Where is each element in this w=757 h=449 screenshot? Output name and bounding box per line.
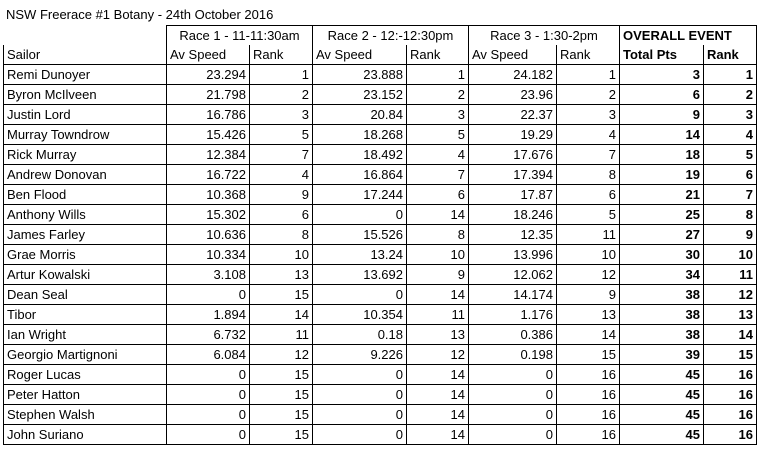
sheet-title: NSW Freerace #1 Botany - 24th October 2016 — [6, 7, 274, 22]
table-cell: 45 — [620, 425, 704, 445]
table-cell: 3 — [250, 105, 313, 125]
sailor-name-cell: Peter Hatton — [4, 385, 167, 405]
sailor-name-cell: Artur Kowalski — [4, 265, 167, 285]
table-cell: 10 — [250, 245, 313, 265]
table-cell: 17.87 — [469, 185, 557, 205]
table-cell: 3 — [620, 65, 704, 85]
table-cell: 12 — [407, 345, 469, 365]
table-row — [4, 185, 757, 205]
table-cell: 16.786 — [167, 105, 250, 125]
table-row — [4, 145, 757, 165]
column-header: Rank — [557, 45, 620, 65]
table-cell: 0 — [167, 385, 250, 405]
table-cell: 24.182 — [469, 65, 557, 85]
table-cell: 17.244 — [313, 185, 407, 205]
table-cell: 16 — [557, 405, 620, 425]
table-cell: 7 — [250, 145, 313, 165]
table-cell: 14 — [407, 405, 469, 425]
table-cell: 38 — [620, 305, 704, 325]
table-cell: 13 — [557, 305, 620, 325]
table-cell: 10 — [704, 245, 757, 265]
sailor-name-cell: Rick Murray — [4, 145, 167, 165]
table-cell: 5 — [557, 205, 620, 225]
column-header: Rank — [407, 45, 469, 65]
table-cell: 30 — [620, 245, 704, 265]
table-cell: 8 — [704, 205, 757, 225]
table-cell: 20.84 — [313, 105, 407, 125]
table-cell: 0 — [313, 365, 407, 385]
sailor-name-cell: Tibor — [4, 305, 167, 325]
table-cell: 25 — [620, 205, 704, 225]
table-cell: 16 — [557, 385, 620, 405]
table-cell: 19 — [620, 165, 704, 185]
table-cell: 18 — [620, 145, 704, 165]
table-cell: 12 — [557, 265, 620, 285]
column-header: Rank — [704, 45, 757, 65]
column-header: Av Speed — [313, 45, 407, 65]
column-header: Total Pts — [620, 45, 704, 65]
table-cell: 1 — [250, 65, 313, 85]
column-header: Sailor — [4, 45, 167, 65]
table-cell: 13.996 — [469, 245, 557, 265]
table-cell: 15.426 — [167, 125, 250, 145]
table-cell: 9 — [620, 105, 704, 125]
table-cell: 14.174 — [469, 285, 557, 305]
table-cell: 9 — [250, 185, 313, 205]
table-cell: 15.302 — [167, 205, 250, 225]
table-cell: 1.176 — [469, 305, 557, 325]
table-cell: 11 — [704, 265, 757, 285]
table-row — [4, 65, 757, 85]
sailor-name-cell: John Suriano — [4, 425, 167, 445]
table-cell: 45 — [620, 365, 704, 385]
table-cell: 13.24 — [313, 245, 407, 265]
table-cell: 15 — [250, 405, 313, 425]
table-cell: 11 — [250, 325, 313, 345]
column-header-row — [4, 45, 757, 65]
table-cell: 15 — [250, 425, 313, 445]
table-cell: 15 — [557, 345, 620, 365]
sailor-name-cell: Byron McIlveen — [4, 85, 167, 105]
table-row — [4, 125, 757, 145]
table-cell: 6.732 — [167, 325, 250, 345]
table-cell: 14 — [407, 425, 469, 445]
table-cell: 16 — [557, 425, 620, 445]
sailor-name-cell: Ben Flood — [4, 185, 167, 205]
table-cell: 19.29 — [469, 125, 557, 145]
table-cell: 16.722 — [167, 165, 250, 185]
table-row — [4, 305, 757, 325]
table-cell: 8 — [557, 165, 620, 185]
table-cell: 38 — [620, 325, 704, 345]
table-cell: 3 — [557, 105, 620, 125]
race-2-header: Race 2 - 12:-12:30pm — [313, 26, 469, 46]
table-cell: 6 — [250, 205, 313, 225]
table-cell: 10.368 — [167, 185, 250, 205]
sailor-name-cell: Stephen Walsh — [4, 405, 167, 425]
table-cell: 16.864 — [313, 165, 407, 185]
table-cell: 3.108 — [167, 265, 250, 285]
table-cell: 23.294 — [167, 65, 250, 85]
sailor-name-cell: Roger Lucas — [4, 365, 167, 385]
overall-event-header: OVERALL EVENT — [620, 26, 757, 46]
table-cell: 12.384 — [167, 145, 250, 165]
table-cell: 11 — [407, 305, 469, 325]
column-header: Av Speed — [469, 45, 557, 65]
race-3-header: Race 3 - 1:30-2pm — [469, 26, 620, 46]
table-cell: 15 — [250, 285, 313, 305]
table-cell: 14 — [407, 385, 469, 405]
table-row — [4, 365, 757, 385]
table-cell: 11 — [557, 225, 620, 245]
table-cell: 0 — [469, 425, 557, 445]
table-row — [4, 405, 757, 425]
table-cell: 7 — [557, 145, 620, 165]
table-cell: 6.084 — [167, 345, 250, 365]
results-table — [3, 25, 757, 445]
table-cell: 3 — [704, 105, 757, 125]
table-cell: 0 — [469, 365, 557, 385]
race-header-row — [4, 26, 757, 46]
table-cell: 2 — [557, 85, 620, 105]
table-cell: 16 — [557, 365, 620, 385]
table-cell: 14 — [620, 125, 704, 145]
table-cell: 5 — [250, 125, 313, 145]
table-cell: 14 — [704, 325, 757, 345]
sailor-name-cell: Murray Towndrow — [4, 125, 167, 145]
table-row — [4, 285, 757, 305]
table-cell: 45 — [620, 405, 704, 425]
table-cell: 9 — [407, 265, 469, 285]
table-row — [4, 205, 757, 225]
table-cell: 9 — [557, 285, 620, 305]
column-header: Rank — [250, 45, 313, 65]
table-cell: 13 — [250, 265, 313, 285]
table-cell: 0 — [469, 405, 557, 425]
table-cell: 6 — [407, 185, 469, 205]
sailor-name-cell: Georgio Martignoni — [4, 345, 167, 365]
table-cell: 14 — [557, 325, 620, 345]
table-cell: 34 — [620, 265, 704, 285]
table-cell: 0 — [313, 405, 407, 425]
table-cell: 0 — [167, 405, 250, 425]
sailor-name-cell: Remi Dunoyer — [4, 65, 167, 85]
table-cell: 14 — [407, 285, 469, 305]
table-row — [4, 225, 757, 245]
table-cell: 0 — [167, 365, 250, 385]
table-cell: 38 — [620, 285, 704, 305]
table-cell: 8 — [407, 225, 469, 245]
table-cell: 0 — [469, 385, 557, 405]
table-cell: 6 — [620, 85, 704, 105]
sailor-name-cell: Andrew Donovan — [4, 165, 167, 185]
table-cell: 22.37 — [469, 105, 557, 125]
table-cell: 8 — [250, 225, 313, 245]
table-cell: 14 — [407, 205, 469, 225]
table-cell: 0.18 — [313, 325, 407, 345]
table-row — [4, 345, 757, 365]
table-cell: 4 — [250, 165, 313, 185]
table-row — [4, 385, 757, 405]
table-cell: 1 — [704, 65, 757, 85]
table-cell: 10.636 — [167, 225, 250, 245]
table-cell: 17.394 — [469, 165, 557, 185]
table-cell: 0 — [313, 205, 407, 225]
table-cell: 10 — [557, 245, 620, 265]
table-row — [4, 425, 757, 445]
table-cell: 5 — [407, 125, 469, 145]
table-row — [4, 165, 757, 185]
table-cell: 0.198 — [469, 345, 557, 365]
sailor-name-cell: James Farley — [4, 225, 167, 245]
table-cell: 10.334 — [167, 245, 250, 265]
table-cell: 18.492 — [313, 145, 407, 165]
table-cell: 0 — [313, 425, 407, 445]
sailor-name-cell: Dean Seal — [4, 285, 167, 305]
table-cell: 16 — [704, 405, 757, 425]
table-cell: 12.35 — [469, 225, 557, 245]
column-header: Av Speed — [167, 45, 250, 65]
table-cell: 2 — [407, 85, 469, 105]
table-cell: 1 — [557, 65, 620, 85]
table-cell: 4 — [704, 125, 757, 145]
table-cell: 0.386 — [469, 325, 557, 345]
table-cell: 13 — [704, 305, 757, 325]
table-cell: 4 — [407, 145, 469, 165]
table-cell: 5 — [704, 145, 757, 165]
table-cell: 23.152 — [313, 85, 407, 105]
table-cell: 16 — [704, 385, 757, 405]
table-cell: 15 — [250, 365, 313, 385]
table-cell: 27 — [620, 225, 704, 245]
table-cell: 12 — [250, 345, 313, 365]
table-cell: 3 — [407, 105, 469, 125]
table-cell: 10 — [407, 245, 469, 265]
blank-cell — [4, 26, 167, 46]
table-cell: 9 — [704, 225, 757, 245]
table-cell: 12 — [704, 285, 757, 305]
table-cell: 1 — [407, 65, 469, 85]
table-cell: 45 — [620, 385, 704, 405]
table-cell: 18.268 — [313, 125, 407, 145]
table-cell: 13 — [407, 325, 469, 345]
table-cell: 13.692 — [313, 265, 407, 285]
table-cell: 12.062 — [469, 265, 557, 285]
table-cell: 0 — [313, 285, 407, 305]
sailor-name-cell: Grae Morris — [4, 245, 167, 265]
table-cell: 15 — [704, 345, 757, 365]
table-row — [4, 245, 757, 265]
table-cell: 7 — [407, 165, 469, 185]
table-cell: 6 — [557, 185, 620, 205]
race-1-header: Race 1 - 11-11:30am — [167, 26, 313, 46]
table-cell: 14 — [407, 365, 469, 385]
table-cell: 2 — [250, 85, 313, 105]
table-row — [4, 325, 757, 345]
table-cell: 17.676 — [469, 145, 557, 165]
table-cell: 2 — [704, 85, 757, 105]
table-cell: 0 — [167, 285, 250, 305]
table-row — [4, 85, 757, 105]
table-cell: 39 — [620, 345, 704, 365]
sailor-name-cell: Justin Lord — [4, 105, 167, 125]
table-cell: 7 — [704, 185, 757, 205]
table-cell: 21 — [620, 185, 704, 205]
table-cell: 0 — [313, 385, 407, 405]
sailor-name-cell: Anthony Wills — [4, 205, 167, 225]
table-cell: 1.894 — [167, 305, 250, 325]
sailor-name-cell: Ian Wright — [4, 325, 167, 345]
table-cell: 16 — [704, 425, 757, 445]
table-cell: 6 — [704, 165, 757, 185]
table-cell: 14 — [250, 305, 313, 325]
table-cell: 16 — [704, 365, 757, 385]
table-cell: 18.246 — [469, 205, 557, 225]
table-cell: 4 — [557, 125, 620, 145]
table-cell: 23.96 — [469, 85, 557, 105]
table-row — [4, 265, 757, 285]
table-cell: 9.226 — [313, 345, 407, 365]
table-cell: 21.798 — [167, 85, 250, 105]
table-cell: 15.526 — [313, 225, 407, 245]
table-cell: 0 — [167, 425, 250, 445]
table-row — [4, 105, 757, 125]
table-cell: 15 — [250, 385, 313, 405]
table-cell: 10.354 — [313, 305, 407, 325]
table-cell: 23.888 — [313, 65, 407, 85]
